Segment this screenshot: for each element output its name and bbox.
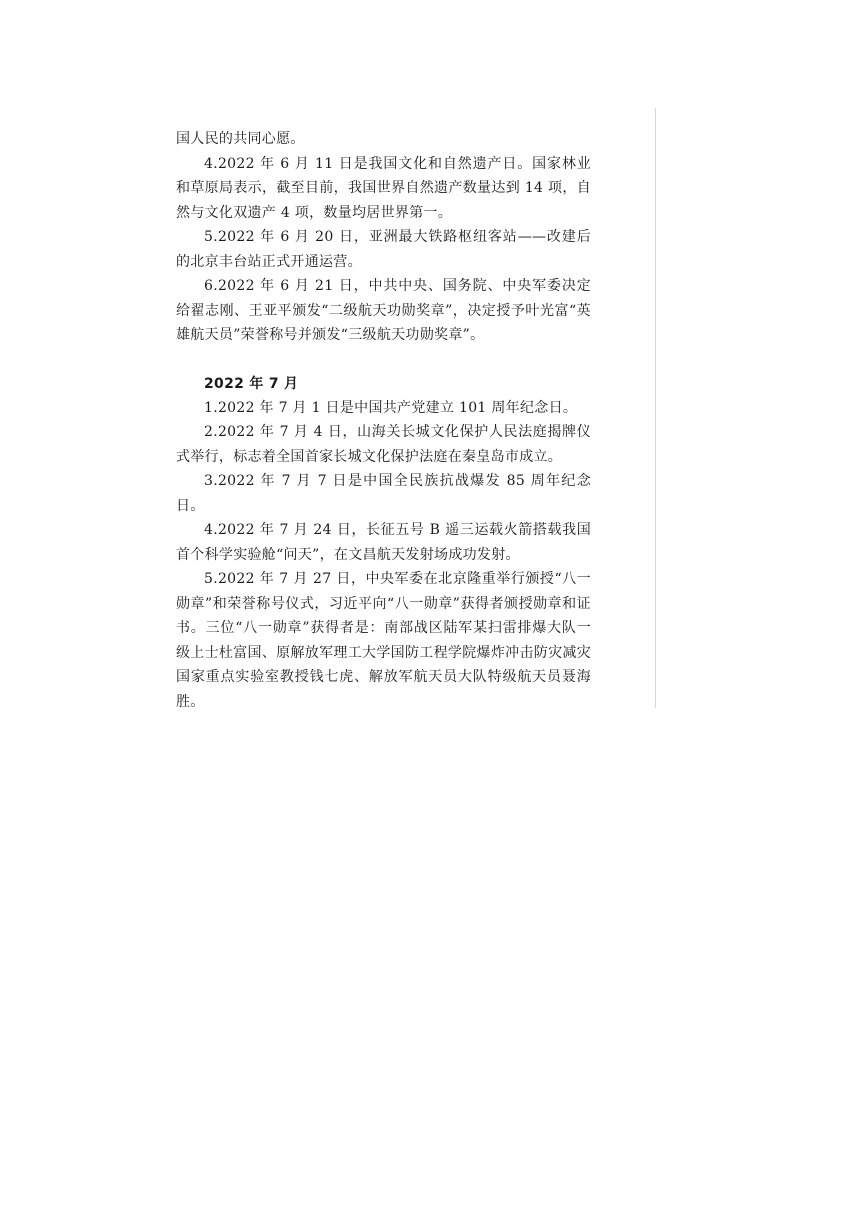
june-item-4: 4.2022 年 6 月 11 日是我国文化和自然遗产日。国家林业和草原局表示，截至目前，我国世界自然遗产数量达到 14 项，自然与文化双遗产 4 项，数量均居世界第一。 [176, 155, 591, 221]
june-events-list [176, 152, 591, 348]
july-heading: 2022 年 7 月 [204, 375, 299, 392]
june-item-6: 6.2022 年 6 月 21 日，中共中央、国务院、中央军委决定给翟志刚、王亚平颁发“二级航天功勋奖章”，决定授予叶光富“英雄航天员”荣誉称号并颁发“三级航天功勋奖章”。 [176, 278, 591, 343]
document-body [176, 127, 591, 714]
july-item-4: 4.2022 年 7 月 24 日，长征五号 B 遥三运载火箭搭载我国首个科学实验舱“问天”，在文昌航天发射场成功发射。 [176, 522, 591, 563]
june-item-5: 5.2022 年 6 月 20 日，亚洲最大铁路枢纽客站——改建后的北京丰台站正式开通运营。 [176, 229, 591, 270]
july-item-1: 1.2022 年 7 月 1 日是中国共产党建立 101 周年纪念日。 [204, 399, 578, 416]
july-item-2: 2.2022 年 7 月 4 日，山海关长城文化保护人民法庭揭牌仪式举行，标志着全国首家长城文化保护法庭在秦皇岛市成立。 [176, 424, 591, 465]
july-item-5: 5.2022 年 7 月 27 日，中央军委在北京隆重举行颁授“八一勋章”和荣誉称号仪式，习近平向“八一勋章”获得者颁授勋章和证书。三位“八一勋章”获得者是：南部战区陆军某扫雷排爆大队一级上士杜富国、原解放军理工大学国防工程学院爆炸冲击防灾减灾国家重点实验室教授钱七虎、解放军航天员大队特级航天员聂海胜。 [176, 571, 591, 710]
july-section [176, 372, 591, 715]
intro-continuation: 国人民的共同心愿。 [176, 131, 305, 147]
page-divider-line [655, 108, 656, 708]
july-item-3: 3.2022 年 7 月 7 日是中国全民族抗战爆发 85 周年纪念日。 [176, 473, 591, 514]
